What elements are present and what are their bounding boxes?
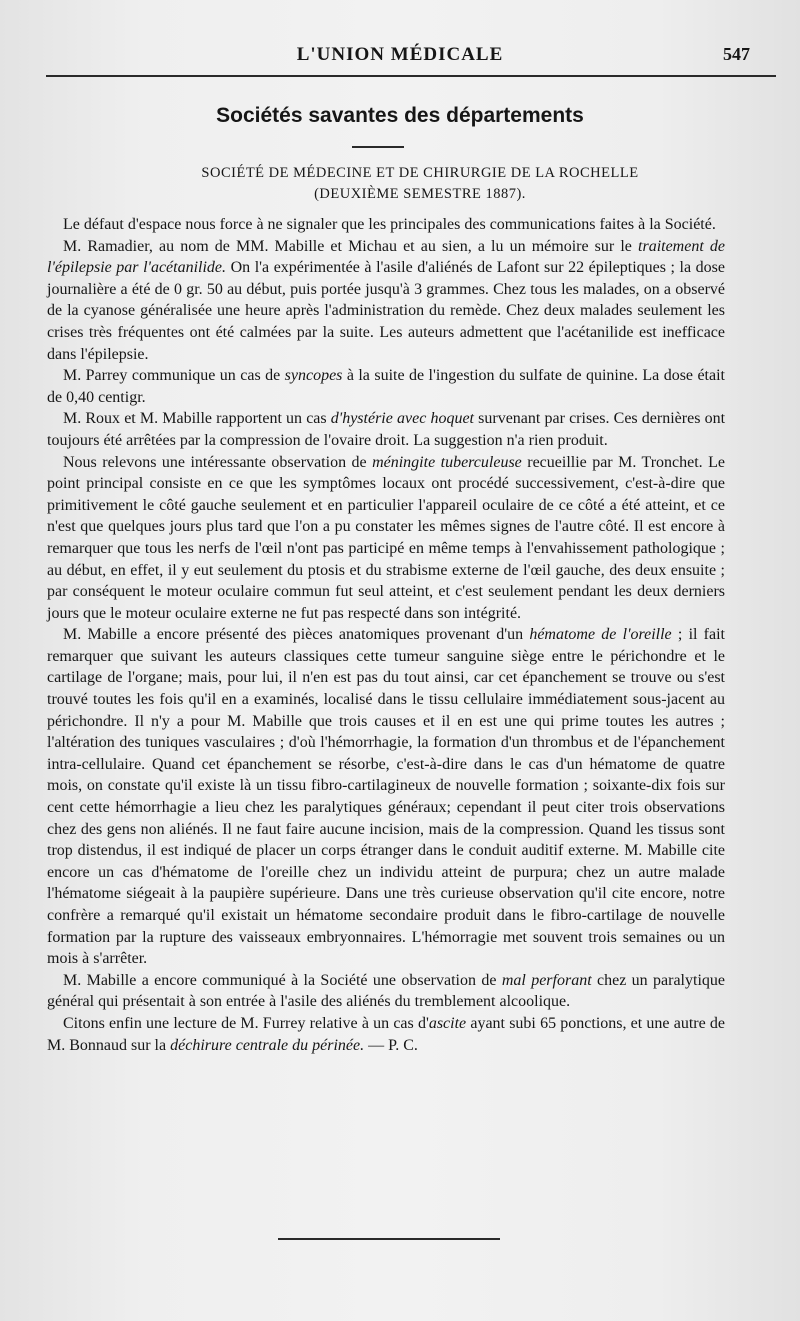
paragraph-text: M. Parrey communique un cas de <box>63 367 285 385</box>
italic-term: traitement de l'épilepsie par l'acétanilide. <box>47 237 725 277</box>
paragraph-text: ayant subi 65 ponctions, et une autre de M. Bonnaud sur la <box>47 1014 726 1054</box>
paragraph-text: Le défaut d'espace nous force à ne signaler que les principales des communications faites à la Société. <box>63 216 716 233</box>
journal-title: L'UNION MÉDICALE <box>296 44 504 65</box>
paragraph-text: — P. C. <box>364 1036 418 1054</box>
paragraph-text: M. Mabille a encore présenté des pièces anatomiques provenant d'un <box>63 626 530 644</box>
article-body <box>47 214 725 1056</box>
paragraph <box>47 970 725 1013</box>
section-title: Sociétés savantes des départements <box>216 104 584 127</box>
paragraph-text: chez un paralytique général qui présentait à son entrée à l'asile des aliénés du tremblement alcoolique. <box>47 971 725 1011</box>
paragraph-text: On l'a expérimentée à l'asile d'aliénés de Lafont sur 22 épileptiques ; la dose journalière a été de 0 gr. 50 au début, puis portée jusqu'à 3 grammes. Chez tous les malades, on a observé de la cyanose généralisée une heure après l'administration du remède. Chez deux malades seulement les crises très fréquentes ont été calmées par la suite. Les auteurs admettent que l'acétanilide est inefficace dans l'épilepsie. <box>47 259 725 363</box>
italic-term: syncopes <box>284 367 343 385</box>
italic-term: ascite <box>428 1014 467 1032</box>
end-rule <box>278 1238 500 1240</box>
title-rule <box>352 146 404 148</box>
paragraph <box>47 1013 725 1056</box>
paragraph-text: M. Ramadier, au nom de MM. Mabille et Michau et au sien, a lu un mémoire sur le <box>63 237 639 255</box>
italic-term: mal perforant <box>501 971 592 989</box>
paragraph-text: Nous relevons une intéressante observation de <box>63 453 373 471</box>
italic-term: déchirure centrale du périnée. <box>170 1036 365 1054</box>
paragraph-text: recueillie par M. Tronchet. Le point principal consiste en ce que les symptômes locaux ont procédé successivement, c'est-à-dire que primitivement le côté gauche seulement et en particulier l'appareil oculaire de ce côté a été atteint, et ce n'est que quelques jours plus tard que l'on a pu constater les mêmes signes de l'autre côté. Il est encore à remarquer que tous les nerfs de l'œil n'ont pas participé en même temps à l'envahissement pathologique ; au début, en effet, il y eut seulement du ptosis et du strabisme externe de l'œil gauche, des deux ensuite ; par conséquent le moteur oculaire commun fut seul atteint, et c'est seulement pendant les deux derniers jours que le moteur oculaire externe ne fut pas respecté dans son intégrité. <box>47 453 725 622</box>
header-rule <box>46 75 776 77</box>
italic-term: méningite tuberculeuse <box>372 453 522 471</box>
page-header <box>0 40 800 74</box>
paragraph-text: M. Mabille a encore communiqué à la Société une observation de <box>63 971 502 989</box>
society-name: SOCIÉTÉ DE MÉDECINE ET DE CHIRURGIE DE LA ROCHELLE <box>201 165 639 181</box>
paragraph <box>47 236 725 366</box>
paragraph <box>47 214 725 236</box>
paragraph <box>47 408 725 451</box>
paragraph-text: survenant par crises. Ces dernières ont toujours été arrêtées par la compression de l'ovaire droit. La suggestion n'a rien produit. <box>47 410 726 449</box>
society-semester: (DEUXIÈME SEMESTRE 1887). <box>314 186 526 202</box>
paragraph-text: ; il fait remarquer que suivant les auteurs classiques cette tumeur sanguine siège entre le périchondre et le cartilage de l'organe; mais, pour lui, il n'en est pas du tout ainsi, car cet épanchement se trouve ou s'est trouvé toutes les fois qu'il en a examinés, localisé dans le tissu cellulaire immédiatement sous-jacent au périchondre. Il n'y a pour M. Mabille que trois causes et il en est une qui prime toutes les autres ; l'altération des tuniques vasculaires ; d'où l'hémorrhagie, la formation d'un thrombus et de l'épanchement intra-cellulaire. Quand cet épanchement se résorbe, c'est-à-dire dans le cas d'un hématome de quatre mois, on constate qu'il existe là un tissu fibro-cartilagineux de nouvelle formation ; soixante-dix fois sur cent cette hémorrhagie a lieu chez les paralytiques généraux; cependant il peut citer trois observations chez des gens non aliénés. Il ne faut faire aucune incision, mais de la compression. Quand les tissus sont trop distendus, il est indiqué de placer un corps étranger dans le conduit auditif externe. M. Mabille cite encore un cas d'hématome de l'oreille chez un individu atteint de purpura; chez un autre malade l'hématome siégeait à la paupière supérieure. Dans une très curieuse observation qu'il cite encore, notre confrère a remarqué qu'il existait un hématome secondaire produit dans le fibro-cartilage de nouvelle formation par la rupture des vaisseaux embryonnaires. L'hémorragie met souvent trois semaines ou un mois à s'arrêter. <box>47 626 726 968</box>
paragraph <box>47 624 725 970</box>
paragraph <box>47 365 725 408</box>
society-heading <box>60 163 780 205</box>
paragraph-text: M. Roux et M. Mabille rapportent un cas <box>63 410 331 428</box>
paragraph-text: Citons enfin une lecture de M. Furrey relative à un cas d' <box>63 1014 429 1032</box>
italic-term: hématome de l'oreille <box>529 626 672 644</box>
paragraph <box>47 452 725 625</box>
italic-term: d'hystérie avec hoquet <box>330 410 474 428</box>
paragraph-text: à la suite de l'ingestion du sulfate de quinine. La dose était de 0,40 centigr. <box>47 367 725 406</box>
page-number: 547 <box>723 44 750 64</box>
